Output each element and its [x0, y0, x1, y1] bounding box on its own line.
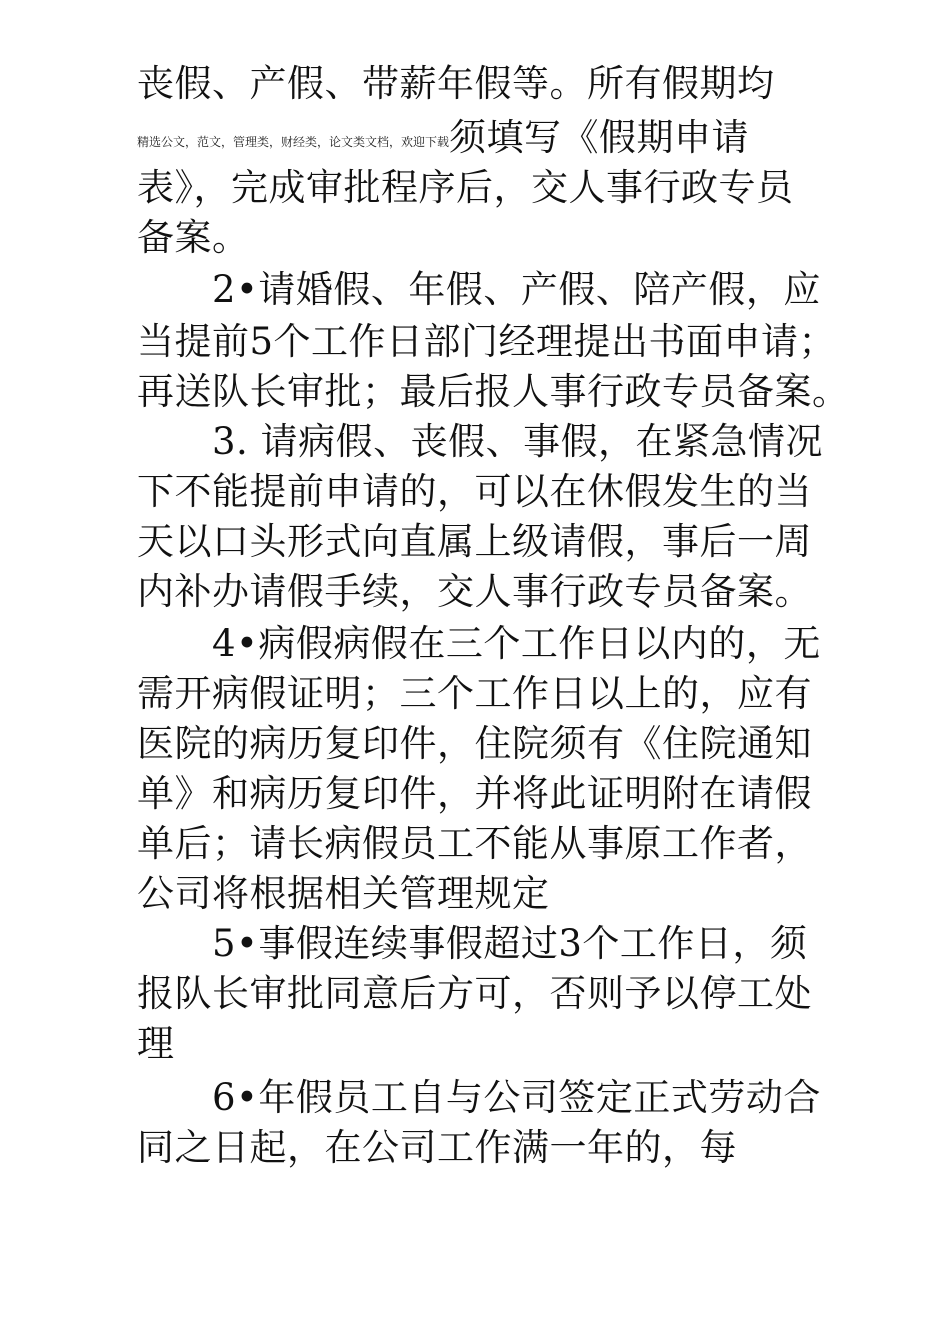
- download-watermark: 精选公文，范文，管理类，财经类，论文类文档，欢迎下载: [137, 135, 450, 149]
- text-line-4: 备案。: [137, 216, 250, 259]
- text-line-15: 单》和病历复印件，并将此证明附在请假: [137, 772, 812, 815]
- text-line-6: 当提前5个工作日部门经理提出书面申请；: [137, 320, 837, 363]
- text-line-13: 需开病假证明；三个工作日以上的，应有: [137, 672, 812, 715]
- paragraph-5-start: 5•事假连续事假超过3个工作日，须: [212, 922, 808, 965]
- text-line-22: 同之日起，在公司工作满一年的，每: [137, 1126, 737, 1169]
- text-line-19: 报队长审批同意后方可，否则予以停工处: [137, 972, 812, 1015]
- text-line-11: 内补办请假手续，交人事行政专员备案。: [137, 570, 812, 613]
- text-line-2-body: 须填写《假期申请: [449, 116, 750, 159]
- paragraph-4-start: 4•病假病假在三个工作日以内的，无: [212, 622, 821, 665]
- text-line-16: 单后；请长病假员工不能从事原工作者，: [137, 822, 812, 865]
- text-line-17: 公司将根据相关管理规定: [137, 872, 550, 915]
- paragraph-6-start: 6•年假员工自与公司签定正式劳动合: [212, 1076, 821, 1119]
- text-line-9: 下不能提前申请的，可以在休假发生的当: [137, 470, 812, 513]
- text-line-2: [137, 116, 749, 160]
- text-line-10: 天以口头形式向直属上级请假，事后一周: [137, 520, 812, 563]
- text-line-7: 再送队长审批；最后报人事行政专员备案。: [137, 370, 850, 413]
- text-line-14: 医院的病历复印件，住院须有《住院通知: [137, 722, 812, 765]
- paragraph-2-start: 2•请婚假、年假、产假、陪产假，应: [212, 268, 821, 311]
- paragraph-3-start: 3. 请病假、丧假、事假，在紧急情况: [212, 420, 824, 463]
- text-line-20: 理: [137, 1022, 175, 1065]
- text-line-3: 表》，完成审批程序后，交人事行政专员: [137, 166, 794, 209]
- text-line-1: 丧假、产假、带薪年假等。所有假期均: [137, 62, 775, 105]
